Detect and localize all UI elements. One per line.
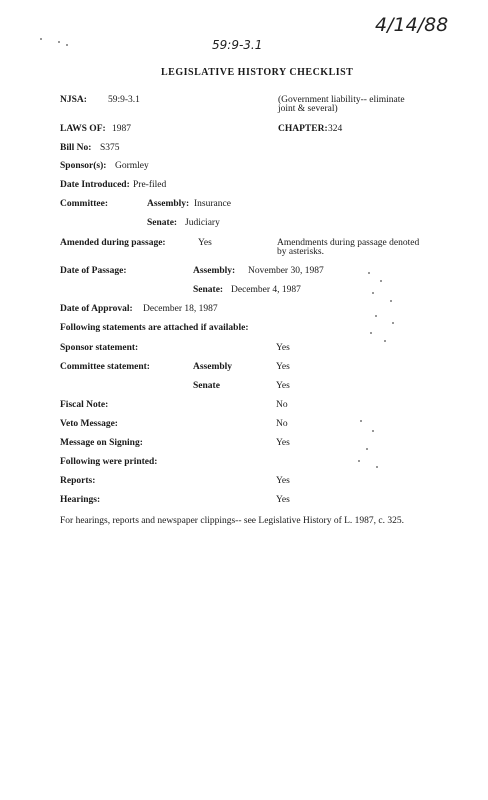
passage-assembly-label: Assembly:: [193, 266, 236, 276]
bill-no-label: Bill No:: [60, 143, 92, 153]
handwritten-code: 59:9-3.1: [212, 38, 263, 52]
sponsor-statement-value: Yes: [276, 343, 290, 353]
approval-value: December 18, 1987: [143, 304, 218, 314]
chapter-value: 324: [328, 124, 343, 134]
reports-value: Yes: [276, 476, 290, 486]
committee-label: Committee:: [60, 199, 109, 209]
sponsors-value: Gormley: [115, 161, 149, 171]
attached-heading: Following statements are attached if available:: [60, 323, 249, 333]
fiscal-note-value: No: [276, 400, 288, 410]
passage-assembly-value: November 30, 1987: [248, 266, 324, 276]
njsa-description-line2: joint & several): [278, 104, 338, 114]
handwritten-date: 4/14/88: [375, 14, 449, 36]
committee-statement-senate-value: Yes: [276, 381, 290, 391]
committee-assembly-label: Assembly:: [147, 199, 190, 209]
date-introduced-label: Date Introduced:: [60, 180, 130, 190]
passage-senate-value: December 4, 1987: [231, 285, 301, 295]
committee-statement-senate-label: Senate: [193, 381, 220, 391]
amended-note-line1: Amendments during passage denoted: [277, 238, 420, 248]
committee-senate-value: Judiciary: [185, 218, 220, 228]
footer-note: For hearings, reports and newspaper clippings-- see Legislative History of L. 1987, c. 325.: [60, 516, 405, 526]
message-on-signing-label: Message on Signing:: [60, 438, 143, 448]
njsa-value: 59:9-3.1: [108, 95, 140, 105]
passage-senate-label: Senate:: [193, 285, 224, 295]
sponsors-label: Sponsor(s):: [60, 161, 107, 171]
chapter-label: CHAPTER:: [278, 124, 328, 134]
reports-label: Reports:: [60, 476, 96, 486]
approval-label: Date of Approval:: [60, 304, 133, 314]
laws-of-value: 1987: [112, 124, 131, 134]
amended-label: Amended during passage:: [60, 238, 166, 248]
message-on-signing-value: Yes: [276, 438, 290, 448]
committee-statement-assembly-value: Yes: [276, 362, 290, 372]
veto-message-value: No: [276, 419, 288, 429]
veto-message-label: Veto Message:: [60, 419, 118, 429]
njsa-label: NJSA:: [60, 95, 87, 105]
date-introduced-value: Pre-filed: [133, 180, 167, 190]
committee-senate-label: Senate:: [147, 218, 178, 228]
passage-label: Date of Passage:: [60, 266, 127, 276]
laws-of-label: LAWS OF:: [60, 124, 106, 134]
hearings-label: Hearings:: [60, 495, 101, 505]
amended-note-line2: by asterisks.: [277, 247, 324, 257]
amended-value: Yes: [198, 238, 212, 248]
committee-assembly-value: Insurance: [194, 199, 231, 209]
committee-statement-label: Committee statement:: [60, 362, 150, 372]
sponsor-statement-label: Sponsor statement:: [60, 343, 139, 353]
hearings-value: Yes: [276, 495, 290, 505]
fiscal-note-label: Fiscal Note:: [60, 400, 109, 410]
page-title: LEGISLATIVE HISTORY CHECKLIST: [161, 67, 354, 78]
printed-heading: Following were printed:: [60, 457, 158, 467]
committee-statement-assembly-label: Assembly: [193, 362, 233, 372]
njsa-description-line1: (Government liability-- eliminate: [278, 95, 405, 105]
bill-no-value: S375: [100, 143, 120, 153]
